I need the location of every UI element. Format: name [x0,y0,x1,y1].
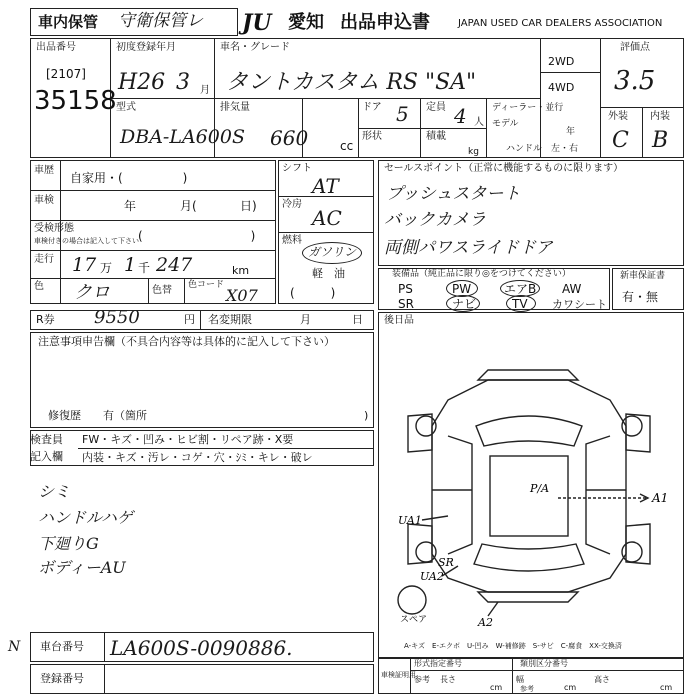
registration-month-unit: 月 [200,85,210,96]
chassis-label: 車台番号 [40,640,84,653]
equip-navi: ナビ [452,297,477,311]
storage-handwritten: 守衛保管レ [118,11,203,31]
fuel-diesel: 軽 油 [312,267,345,280]
form-title: 出品申込書 [340,12,430,33]
displacement-label: 排気量 [220,102,250,113]
equip-sr: SR [398,297,414,311]
diagram-legend: A-キズ E-エクボ U-凹み W-補修跡 S-サビ C-腐食 XX-交換済 [404,642,622,650]
equip-seat: カワシート [552,298,607,311]
dealer-model-label: モデル [492,119,519,129]
chassis-value: LA600S-0090886. [110,636,293,660]
capacity-unit: 人 [474,117,484,128]
mileage-rest: 247 [156,254,193,276]
history-value: 自家用・( ) [70,171,188,185]
model-name-label: 車名・グレード [220,42,290,53]
selling-points-label: セールスポイント（正常に機能するものに限ります） [384,163,624,174]
exterior-grade: C [612,128,629,153]
mileage-label: 走行 [34,254,54,265]
equip-ps: PS [398,282,413,296]
code-sr: SR [438,556,454,569]
width-unit: cm [564,683,577,692]
capacity-label: 定員 [426,102,446,113]
fuel-bracket: ( ) [290,286,336,300]
equip-tv: TV [512,297,528,311]
repair-history-close: ) [364,409,369,422]
mileage-man-unit: 万 [100,261,113,275]
length-label: 長さ [440,675,456,684]
color-value: クロ [74,282,110,303]
code-a2: A2 [478,616,493,629]
acceptance-label: 受検形態 [34,223,74,234]
capacity-value: 4 [454,104,467,128]
form-number-label: 形式指定番号 [414,659,462,668]
acceptance-bracket: ( ) [138,229,256,243]
code-ua2: UA2 [420,570,444,583]
shape-label: 形状 [362,131,382,142]
equip-pw: PW [452,282,472,296]
cooling-value: AC [312,206,342,230]
height-label: 高さ [594,675,610,684]
margin-mark: N [8,639,21,655]
lot-sub-code: [2107] [46,67,86,81]
brand-name: 愛知 [288,12,324,33]
notes-label: 注意事項申告欄（不具合内容等は具体的に記入して下さい） [38,335,335,348]
class-number-label: 類別区分番号 [520,659,568,668]
remark-3: 下廻りG [38,534,99,553]
equip-aw: AW [562,282,582,296]
mileage-sen-unit: 千 [138,261,151,275]
registration-label: 初度登録年月 [116,42,176,53]
inspector-row2: 内装・キズ・汚レ・コゲ・穴・ｼﾐ・キレ・破レ [82,451,313,464]
interior-label: 内装 [650,111,670,122]
selling-point-3: 両側パワスライドドア [384,238,553,258]
remark-2: ハンドルハゲ [38,508,133,527]
repair-history-label: 修復歴 有（箇所 [48,409,147,422]
association-name: JAPAN USED CAR DEALERS ASSOCIATION [458,18,663,29]
registration-month: 3 [176,70,190,95]
displacement-value: 660 [270,126,309,150]
name-change-label: 名変期限 [208,313,252,326]
length-unit: cm [490,683,503,692]
inspector-entry-label: 記入欄 [30,450,63,463]
drive-4wd: 4WD [548,81,575,94]
doors-label: ドア [362,102,382,113]
recycle-row [30,307,374,330]
inspection-month: 月( [180,199,197,213]
warranty-label: 新車保証書 [620,271,666,281]
inspector-label: 検査員 [30,433,63,446]
inspector-row1: FW・キズ・凹み・ヒビ割・リペア跡・X要 [82,433,294,446]
score-label: 評価点 [620,42,650,53]
ju-logo [242,10,286,36]
code-a1: A1 [652,491,669,505]
code-pa: P/A [530,482,550,495]
registration-era-year: H26 [118,70,166,95]
code-ua1: UA1 [398,514,422,527]
cert-label: 車検証明用 [381,671,416,679]
name-change-month: 月 [300,313,311,326]
fuel-gasoline: ガソリン [308,245,357,259]
exterior-label: 外装 [608,111,628,122]
load-unit: kg [468,147,479,157]
inspection-year: 年 [124,199,137,213]
dealer-handle-label: ハンドル 左・右 [506,144,579,154]
remark-1: シミ [38,482,71,501]
reference-label-2: 参考 [520,685,534,693]
recycle-label: R券 [36,313,55,326]
model-name-value: タントカスタム RS "SA" [226,70,477,95]
inspection-label: 車検 [34,195,54,206]
type-label: 型式 [116,102,136,113]
interior-grade: B [652,128,669,153]
gasoline-circle [302,242,362,264]
score-value: 3.5 [614,66,656,96]
selling-point-1: プッシュスタート [386,184,521,204]
car-damage-diagram [378,340,684,630]
recycle-unit: 円 [184,313,195,326]
reference-label-1: 参考 [414,675,430,684]
spare-label: スペア [400,615,428,625]
color-change-label: 色替 [152,285,172,296]
equip-tv-circle [506,295,536,312]
color-code: X07 [226,286,258,305]
plate-label: 登録番号 [40,672,84,685]
name-change-day: 日 [352,313,363,326]
height-unit: cm [660,683,673,692]
shift-value: AT [312,174,339,198]
type-value: DBA-LA600S [120,126,245,148]
lot-number: 35158 [34,86,117,116]
doors-value: 5 [396,102,409,126]
cooling-label: 冷房 [282,199,302,210]
fuel-label: 燃料 [282,235,302,246]
warranty-value: 有・無 [622,290,659,304]
mileage-sen: 1 [124,254,137,276]
inspection-day: 日) [240,199,257,213]
rear-label: 後日品 [384,315,414,326]
lot-label: 出品番号 [36,42,76,53]
equip-airbag: エアB [504,282,537,296]
dealer-label: ディーラー・並行 [492,103,564,113]
ju-logo-mark: JU [242,10,272,36]
color-code-label: 色コード [188,280,225,290]
remark-4: ボディーAU [38,558,126,577]
mileage-man: 17 [72,254,97,276]
color-label: 色 [34,281,44,292]
storage-label: 車内保管 [38,13,99,31]
shift-label: シフト [282,163,312,174]
selling-point-2: バックカメラ [384,210,486,230]
load-label: 積載 [426,131,446,142]
equip-navi-circle [446,295,480,312]
acceptance-note: 車検付きの場合は記入して下さい [34,237,139,245]
recycle-value: 9550 [94,307,140,328]
width-label: 幅 [516,675,524,684]
displacement-unit: cc [340,139,354,153]
history-label: 車歴 [34,165,54,176]
drive-2wd: 2WD [548,55,575,68]
dealer-year-label: 年 [566,127,576,137]
mileage-unit: km [232,264,250,277]
equipment-label: 装備品（純正品に限り◎をつけてください） [392,269,571,279]
